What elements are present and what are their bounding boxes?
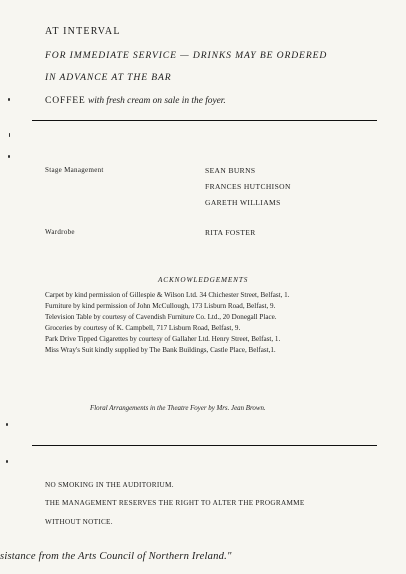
margin-speck [6, 460, 8, 463]
ack-line: Television Table by courtesy of Cavendish Furniture Co. Ltd., 20 Donegall Place. [45, 313, 277, 321]
coffee-word: COFFEE [45, 95, 86, 106]
coffee-rest: with fresh cream on sale in the foyer. [87, 96, 226, 106]
divider-top [32, 120, 377, 121]
margin-speck [6, 423, 8, 426]
coffee-line [45, 95, 226, 106]
ack-line: Park Drive Tipped Cigarettes by courtesy of Gallaher Ltd. Henry Street, Belfast, 1. [45, 335, 281, 343]
floral-arrangements: Floral Arrangements in the Theatre Foyer by Mrs. Jean Brown. [90, 405, 266, 412]
margin-speck [8, 155, 10, 158]
ack-line: Miss Wray's Suit kindly supplied by The Bank Buildings, Castle Place, Belfast,1. [45, 346, 276, 354]
wardrobe-label: Wardrobe [45, 228, 75, 236]
without-notice: WITHOUT NOTICE. [45, 518, 113, 526]
wardrobe-name: RITA FOSTER [205, 228, 256, 237]
ack-line: Groceries by courtesy of K. Campbell, 717 Lisburn Road, Belfast, 9. [45, 324, 241, 332]
stage-name-1: SEAN BURNS [205, 166, 256, 175]
interval-heading: AT INTERVAL [45, 26, 121, 37]
stage-name-3: GARETH WILLIAMS [205, 198, 281, 207]
interval-line-1: FOR IMMEDIATE SERVICE — DRINKS MAY BE ORDERED [45, 50, 328, 61]
stage-name-2: FRANCES HUTCHISON [205, 182, 291, 191]
acknowledgements-heading: ACKNOWLEDGEMENTS [158, 276, 249, 284]
arts-council-footer: sistance from the Arts Council of Northern Ireland." [0, 551, 232, 562]
stage-management-label: Stage Management [45, 166, 104, 174]
divider-bottom [32, 445, 377, 446]
margin-speck [8, 98, 10, 101]
no-smoking-notice: NO SMOKING IN THE AUDITORIUM. [45, 481, 174, 489]
interval-line-2: IN ADVANCE AT THE BAR [45, 72, 172, 83]
programme-change-notice: THE MANAGEMENT RESERVES THE RIGHT TO ALTER THE PROGRAMME [45, 499, 305, 507]
margin-speck [9, 133, 10, 137]
ack-line: Carpet by kind permission of Gillespie & Wilson Ltd. 34 Chichester Street, Belfast, 1. [45, 291, 290, 299]
ack-line: Furniture by kind permission of John McCullough, 173 Lisburn Road, Belfast, 9. [45, 302, 276, 310]
